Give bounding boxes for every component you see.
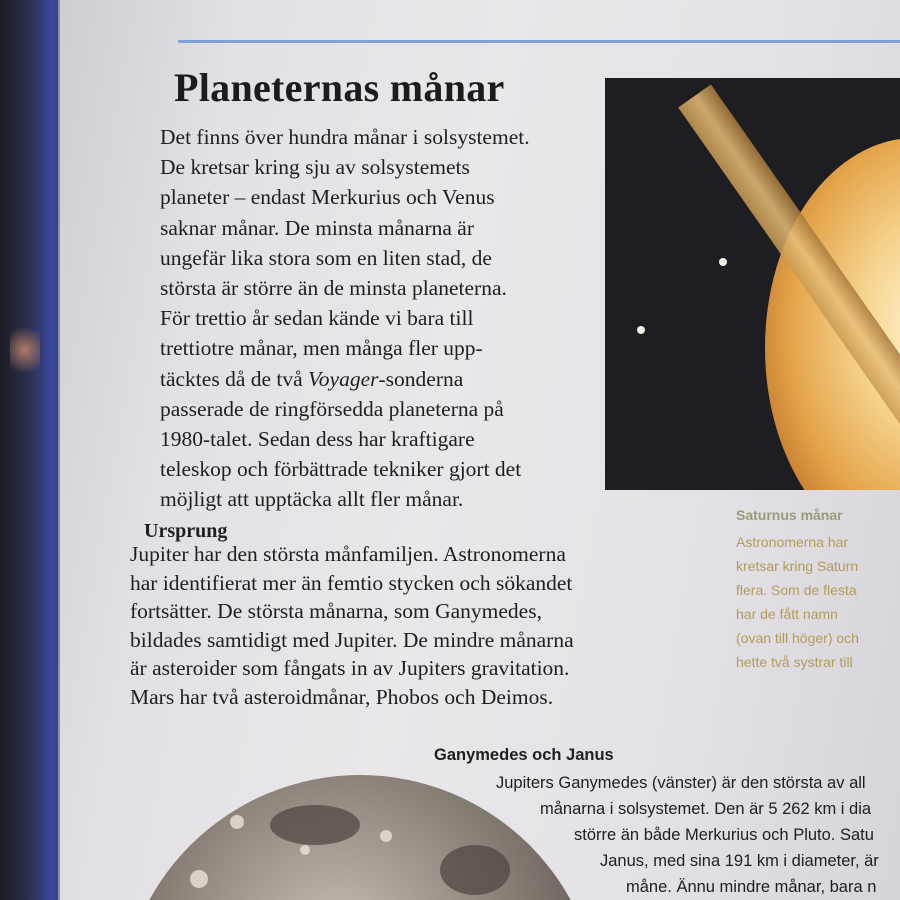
- ursprung-line: bildades samtidigt med Jupiter. De mindre månarna: [130, 627, 574, 652]
- intro-line: 1980-talet. Sedan dess har kraftigare: [160, 427, 475, 452]
- crater: [380, 830, 392, 842]
- page-title: Planeternas månar: [174, 65, 505, 110]
- ganymedes-line: Janus, med sina 191 km i diameter, är: [600, 852, 879, 870]
- book-page: [58, 0, 900, 900]
- ganymedes-paragraph: [496, 770, 900, 900]
- intro-line: trettiotre månar, men många fler upp-: [160, 336, 483, 361]
- caption-line: Astronomerna har: [736, 534, 849, 550]
- intro-line: Det finns över hundra månar i solsystemet.: [160, 125, 530, 149]
- ursprung-line: är asteroider som fångats in av Jupiters gravitation.: [130, 656, 570, 680]
- ursprung-line: Mars har två asteroidmånar, Phobos och Deimos.: [130, 684, 554, 709]
- caption-line: hette två systrar till: [736, 654, 853, 670]
- moon-dot: [637, 326, 645, 334]
- intro-line: För trettio år sedan kände vi bara till: [160, 306, 474, 331]
- intro-line: största är större än de minsta planeterna.: [160, 276, 507, 301]
- section-heading-ursprung: Ursprung: [144, 520, 228, 542]
- photo-caption: [736, 530, 900, 674]
- crater: [300, 845, 310, 855]
- intro-paragraph: [160, 122, 620, 515]
- intro-text: -sonderna: [378, 366, 464, 391]
- crater: [190, 870, 208, 888]
- ursprung-paragraph: [130, 540, 690, 711]
- ursprung-line: har identifierat mer än femtio stycken och sökandet: [130, 570, 573, 595]
- caption-line: flera. Som de flesta: [736, 582, 857, 598]
- intro-line: teleskop och förbättrade tekniker gjort det: [160, 457, 522, 482]
- intro-line: planeter – endast Merkurius och Venus: [160, 185, 495, 210]
- intro-line: möjligt att upptäcka allt fler månar.: [160, 487, 464, 512]
- spine-image-fragment: [10, 320, 40, 380]
- intro-text: täcktes då de två: [160, 366, 309, 391]
- intro-line: [160, 364, 620, 394]
- intro-line: ungefär lika stora som en liten stad, de: [160, 245, 492, 270]
- voyager-italic: Voyager: [308, 366, 379, 391]
- intro-line: De kretsar kring sju av solsystemets: [160, 155, 470, 180]
- ganymedes-line: större än både Merkurius och Pluto. Satu: [574, 826, 874, 844]
- ursprung-line: Jupiter har den största månfamiljen. Astronomerna: [130, 542, 566, 566]
- ursprung-line: fortsätter. De största månarna, som Ganymedes,: [130, 599, 542, 623]
- intro-line: passerade de ringförsedda planeterna på: [160, 396, 504, 421]
- ganymedes-line: Jupiters Ganymedes (vänster) är den största av all: [496, 774, 866, 792]
- ganymedes-line: månarna i solsystemet. Den är 5 262 km i dia: [540, 800, 872, 818]
- top-accent-rule: [178, 40, 900, 43]
- ganymedes-line: måne. Ännu mindre månar, bara n: [626, 878, 877, 896]
- moon-dot: [719, 258, 727, 266]
- photo-caption-title: Saturnus månar: [736, 507, 843, 523]
- caption-line: (ovan till höger) och: [736, 630, 859, 646]
- crater: [230, 815, 244, 829]
- intro-line: saknar månar. De minsta månarna är: [160, 215, 475, 240]
- section-heading-ganymedes: Ganymedes och Janus: [434, 746, 614, 764]
- caption-line: kretsar kring Saturn: [736, 558, 859, 574]
- dark-region: [270, 805, 360, 845]
- saturn-photo: [605, 78, 900, 490]
- caption-line: har de fått namn: [736, 606, 838, 622]
